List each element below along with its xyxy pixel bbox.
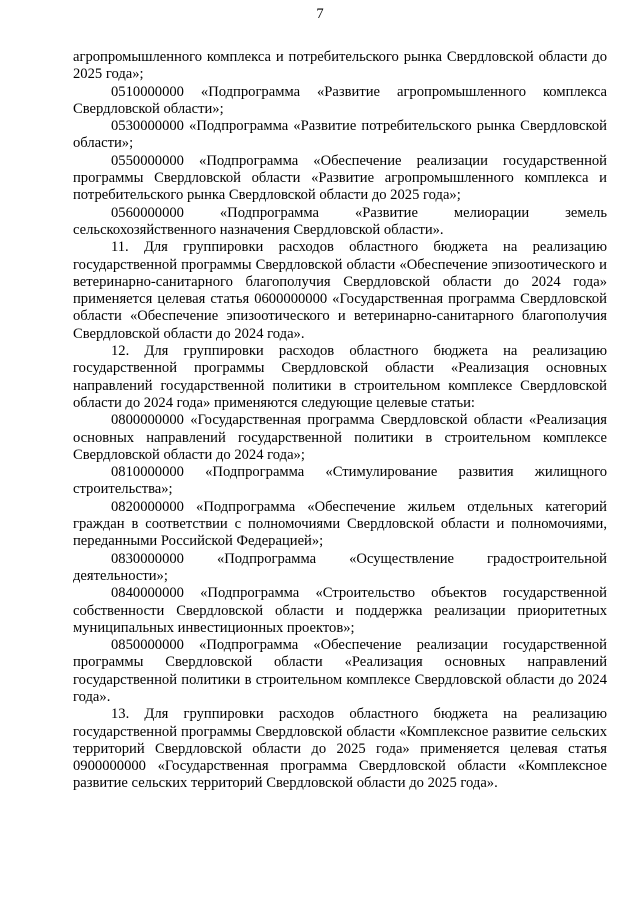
paragraph-0820000000: 0820000000 «Подпрограмма «Обеспечение жильем отдельных категорий граждан в соответствии с полномочиями Свердловской области и полномочиями, переданными Российской Федерацией»; bbox=[73, 498, 607, 550]
paragraph-0560000000: 0560000000 «Подпрограмма «Развитие мелиорации земель сельскохозяйственного назначения Свердловской области». bbox=[73, 204, 607, 238]
paragraph-0840000000: 0840000000 «Подпрограмма «Строительство объектов государственной собственности Свердловской области и поддержка реализации приоритетных муниципальных инвестиционных проектов»; bbox=[73, 585, 607, 636]
paragraph-0850000000: 0850000000 «Подпрограмма «Обеспечение реализации государственной программы Свердловской области «Реализация основных направлений государственной политики в строительном комплексе Свердловской области до 2024 года». bbox=[73, 637, 607, 705]
paragraph-item-11: 11. Для группировки расходов областного бюджета на реализацию государственной программы Свердловской области «Обеспечение эпизоотического и ветеринарно-санитарного благополучия Свердловской области до 2024 года» применяется целевая статья 0600000000 «Государственная программа Свердловской области «Обеспечение эпизоотического и ветеринарно-санитарного благополучия Свердловской области до 2024 года». bbox=[73, 239, 607, 342]
paragraph-0800000000: 0800000000 «Государственная программа Свердловской области «Реализация основных направлений государственной политики в строительном комплексе Свердловской области до 2024 года»; bbox=[73, 412, 607, 463]
paragraph-continuation: агропромышленного комплекса и потребительского рынка Свердловской области до 2025 года»; bbox=[73, 49, 607, 83]
paragraph-item-13: 13. Для группировки расходов областного бюджета на реализацию государственной программы Свердловской области «Комплексное развитие сельских территорий Свердловской области до 2025 года» применяется целевая статья 0900000000 «Государственная программа Свердловской области «Комплексное развитие сельских территорий Свердловской области до 2025 года». bbox=[73, 706, 607, 792]
paragraph-item-12: 12. Для группировки расходов областного бюджета на реализацию государственной программы Свердловской области «Реализация основных направлений государственной политики в строительном комплексе Свердловской области до 2024 года» применяются следующие целевые статьи: bbox=[73, 343, 607, 411]
paragraph-0810000000: 0810000000 «Подпрограмма «Стимулирование развития жилищного строительства»; bbox=[73, 464, 607, 498]
page-number: 7 bbox=[316, 6, 324, 22]
paragraph-0510000000: 0510000000 «Подпрограмма «Развитие агропромышленного комплекса Свердловской области»; bbox=[73, 83, 607, 117]
document-body bbox=[73, 49, 607, 793]
paragraph-0830000000: 0830000000 «Подпрограмма «Осуществление градостроительной деятельности»; bbox=[73, 550, 607, 584]
paragraph-0530000000: 0530000000 «Подпрограмма «Развитие потребительского рынка Свердловской области»; bbox=[73, 118, 607, 152]
paragraph-0550000000: 0550000000 «Подпрограмма «Обеспечение реализации государственной программы Свердловской области «Развитие агропромышленного комплекса и потребительского рынка Свердловской области до 2025 года»; bbox=[73, 152, 607, 204]
